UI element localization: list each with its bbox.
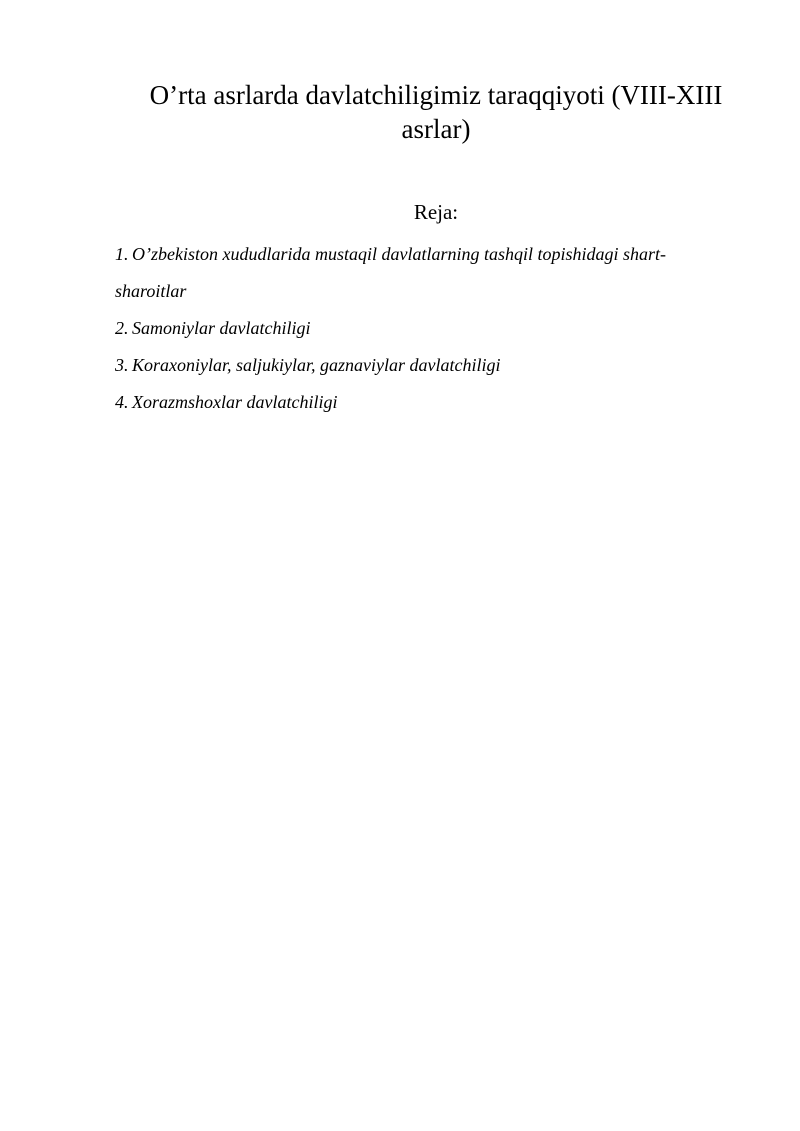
plan-item-text: Koraxoniylar, saljukiylar, gaznaviylar davlatchiligi xyxy=(132,355,501,375)
plan-item-number: 1. xyxy=(115,244,129,264)
plan-heading: Reja: xyxy=(413,200,459,224)
plan-item-text: O’zbekiston xududlarida mustaqil davlatlarning tashqil topishidagi shart-sharoitlar xyxy=(115,244,667,301)
plan-item xyxy=(115,347,735,384)
document-title: O’rta asrlarda davlatchiligimiz taraqqiyoti (VIII-XIII asrlar) xyxy=(149,80,723,144)
plan-item-number: 3. xyxy=(115,355,129,375)
plan-item-text: Xorazmshoxlar davlatchiligi xyxy=(132,392,338,412)
plan-list xyxy=(115,236,735,421)
plan-item xyxy=(115,236,735,310)
plan-item-text: Samoniylar davlatchiligi xyxy=(132,318,311,338)
plan-item-number: 2. xyxy=(115,318,129,338)
plan-item xyxy=(115,384,735,421)
plan-item-number: 4. xyxy=(115,392,129,412)
plan-item xyxy=(115,310,735,347)
